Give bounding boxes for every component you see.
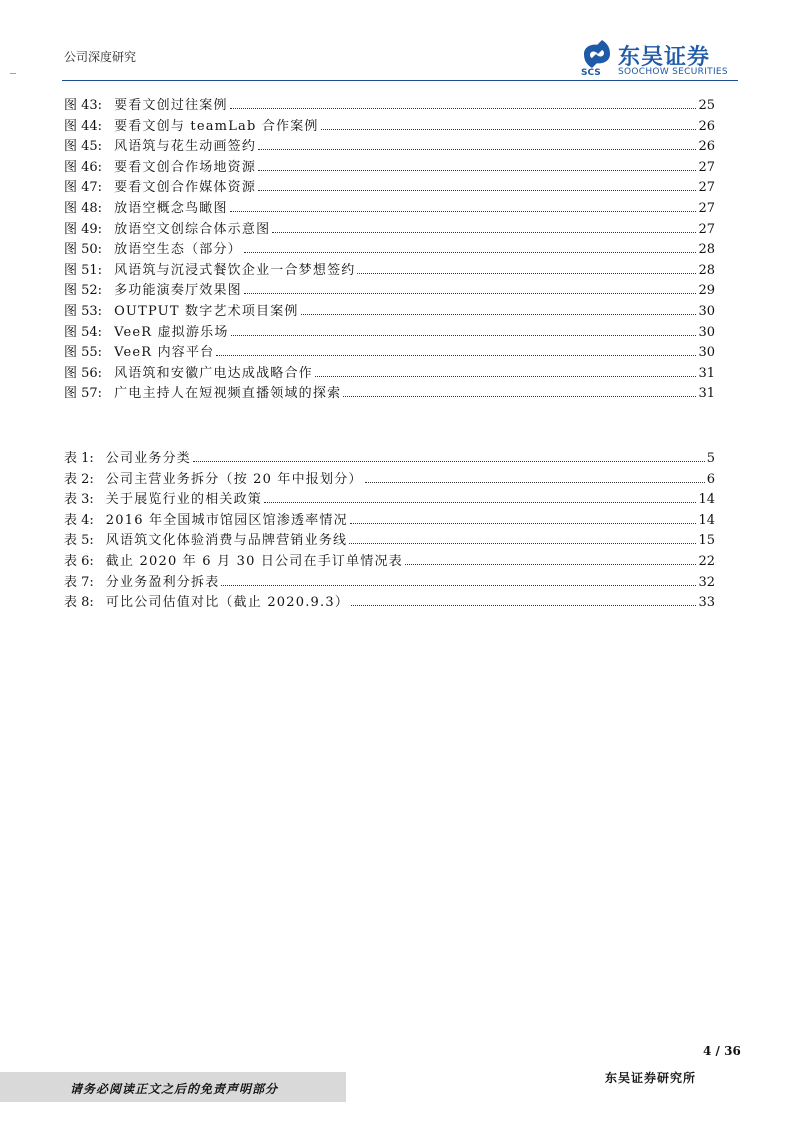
toc-entry-page: 26 <box>698 139 715 155</box>
figure-toc-entry[interactable] <box>64 364 715 385</box>
toc-entry-title: OUTPUT 数字艺术项目案例 <box>114 303 299 319</box>
table-toc-entry[interactable] <box>64 470 715 491</box>
toc-entry-page: 33 <box>698 595 715 611</box>
toc-entry-number: 图 57: <box>64 386 103 402</box>
figure-toc-entry[interactable] <box>64 220 715 241</box>
figures-toc <box>64 96 715 405</box>
toc-entry-title: 要看文创过往案例 <box>114 98 228 113</box>
toc-entry-page: 32 <box>698 574 715 590</box>
toc-dot-leader <box>365 482 705 483</box>
toc-entry-page: 27 <box>698 200 715 216</box>
toc-dot-leader <box>231 335 697 336</box>
toc-entry-title: 放语空生态（部分） <box>114 242 242 258</box>
toc-entry-title: 风语筑与沉浸式餐饮企业一合梦想签约 <box>114 262 356 278</box>
toc-dot-leader <box>349 543 696 544</box>
toc-dot-leader <box>258 149 696 150</box>
report-type-label: 公司深度研究 <box>64 50 137 64</box>
toc-dot-leader <box>221 585 696 586</box>
toc-dot-leader <box>350 523 697 524</box>
toc-dot-leader <box>244 293 697 294</box>
toc-entry-page: 25 <box>698 98 715 113</box>
figure-toc-entry[interactable] <box>64 384 715 405</box>
toc-entry-number: 表 5: <box>64 533 94 549</box>
toc-entry-title: 关于展览行业的相关政策 <box>105 492 262 508</box>
figure-toc-entry[interactable] <box>64 137 715 158</box>
toc-entry-title: 风语筑文化体验消费与品牌营销业务线 <box>105 533 348 549</box>
figure-toc-entry[interactable] <box>64 117 715 138</box>
toc-entry-number: 图 55: <box>64 345 103 361</box>
toc-entry-number: 图 48: <box>64 200 103 216</box>
footer-disclaimer: 请务必阅读正文之后的免责声明部分 <box>70 1082 279 1096</box>
figure-toc-entry[interactable] <box>64 199 715 220</box>
toc-entry-title: 可比公司估值对比（截止 2020.9.3） <box>105 595 350 611</box>
toc-entry-page: 30 <box>698 324 715 340</box>
toc-dot-leader <box>230 211 697 212</box>
toc-entry-page: 28 <box>698 242 715 258</box>
table-toc-entry[interactable] <box>64 490 715 511</box>
figure-toc-entry[interactable] <box>64 302 715 323</box>
brand-name-cn: 东吴证券 <box>618 45 711 70</box>
toc-dot-leader <box>343 396 696 397</box>
figure-toc-entry[interactable] <box>64 178 715 199</box>
toc-dot-leader <box>216 355 696 356</box>
toc-entry-page: 27 <box>698 221 715 237</box>
toc-entry-page: 5 <box>706 451 715 466</box>
toc-entry-title: 分业务盈利分拆表 <box>105 574 220 590</box>
toc-dot-leader <box>272 232 696 233</box>
footer-institute: 东吴证券研究所 <box>605 1071 697 1085</box>
toc-entry-title: 风语筑和安徽广电达成战略合作 <box>114 365 313 381</box>
toc-entry-number: 图 56: <box>64 365 103 381</box>
toc-entry-title: 多功能演奏厅效果图 <box>114 283 242 299</box>
toc-entry-page: 15 <box>698 533 715 549</box>
figure-toc-entry[interactable] <box>64 158 715 179</box>
toc-entry-number: 图 53: <box>64 303 103 319</box>
figure-toc-entry[interactable] <box>64 343 715 364</box>
toc-entry-number: 表 2: <box>64 471 94 487</box>
toc-entry-title: 要看文创合作场地资源 <box>114 159 257 175</box>
toc-entry-title: VeeR 内容平台 <box>114 345 215 361</box>
toc-entry-page: 14 <box>698 512 715 528</box>
soochow-logo-icon <box>580 40 614 76</box>
toc-entry-number: 表 1: <box>64 451 94 466</box>
toc-entry-number: 图 46: <box>64 159 103 175</box>
toc-entry-number: 图 49: <box>64 221 103 237</box>
toc-entry-title: VeeR 虚拟游乐场 <box>114 324 229 340</box>
toc-entry-page: 30 <box>698 303 715 319</box>
toc-dot-leader <box>193 461 705 462</box>
toc-dot-leader <box>244 252 697 253</box>
logo-text: SCS <box>581 68 601 76</box>
toc-dot-leader <box>405 564 697 565</box>
page-number: 4 / 36 <box>703 1044 741 1058</box>
figure-toc-entry[interactable] <box>64 281 715 302</box>
table-toc-entry[interactable] <box>64 593 715 614</box>
toc-entry-number: 图 51: <box>64 262 103 278</box>
toc-entry-page: 14 <box>698 492 715 508</box>
table-toc-entry[interactable] <box>64 573 715 594</box>
brand-logo <box>580 40 740 78</box>
toc-entry-number: 图 47: <box>64 180 103 196</box>
figure-toc-entry[interactable] <box>64 261 715 282</box>
toc-entry-title: 截止 2020 年 6 月 30 日公司在手订单情况表 <box>105 553 403 569</box>
toc-dot-leader <box>315 376 697 377</box>
toc-entry-number: 图 54: <box>64 324 103 340</box>
table-toc-entry[interactable] <box>64 552 715 573</box>
toc-dot-leader <box>357 273 696 274</box>
toc-entry-page: 29 <box>698 283 715 299</box>
tables-toc <box>64 449 715 614</box>
toc-entry-title: 公司主营业务拆分（按 20 年中报划分） <box>105 471 363 487</box>
toc-entry-title: 公司业务分类 <box>105 451 191 466</box>
toc-dot-leader <box>351 605 696 606</box>
toc-entry-number: 图 50: <box>64 242 103 258</box>
toc-entry-number: 图 43: <box>64 98 103 113</box>
toc-dot-leader <box>321 129 697 130</box>
toc-dot-leader <box>258 190 696 191</box>
toc-entry-page: 6 <box>706 471 715 487</box>
toc-entry-number: 图 44: <box>64 118 103 134</box>
header-divider <box>62 80 738 81</box>
figure-toc-entry[interactable] <box>64 240 715 261</box>
toc-entry-number: 表 7: <box>64 574 94 590</box>
table-toc-entry[interactable] <box>64 531 715 552</box>
toc-entry-number: 表 6: <box>64 553 94 569</box>
toc-entry-page: 27 <box>698 159 715 175</box>
toc-entry-number: 表 8: <box>64 595 94 611</box>
toc-entry-title: 放语空概念鸟瞰图 <box>114 200 228 216</box>
toc-entry-page: 31 <box>698 386 715 402</box>
toc-entry-title: 要看文创合作媒体资源 <box>114 180 257 196</box>
toc-dot-leader <box>258 170 696 171</box>
toc-dot-leader <box>230 108 697 109</box>
header-dash: _ <box>10 60 16 74</box>
toc-entry-page: 22 <box>698 553 715 569</box>
toc-entry-page: 27 <box>698 180 715 196</box>
toc-entry-page: 26 <box>698 118 715 134</box>
toc-dot-leader <box>301 314 697 315</box>
toc-entry-number: 表 4: <box>64 512 94 528</box>
figure-toc-entry[interactable] <box>64 323 715 344</box>
toc-entry-title: 广电主持人在短视频直播领域的探索 <box>114 386 342 402</box>
toc-dot-leader <box>264 502 696 503</box>
toc-entry-title: 2016 年全国城市馆园区馆渗透率情况 <box>105 512 348 528</box>
toc-entry-title: 要看文创与 teamLab 合作案例 <box>114 118 319 134</box>
toc-entry-title: 放语空文创综合体示意图 <box>114 221 271 237</box>
toc-entry-page: 30 <box>698 345 715 361</box>
figure-toc-entry[interactable] <box>64 96 715 117</box>
toc-entry-title: 风语筑与花生动画签约 <box>114 139 257 155</box>
table-toc-entry[interactable] <box>64 449 715 470</box>
toc-entry-number: 表 3: <box>64 492 94 508</box>
brand-name-en: SOOCHOW SECURITIES <box>618 67 728 77</box>
toc-entry-number: 图 45: <box>64 139 103 155</box>
toc-entry-number: 图 52: <box>64 283 103 299</box>
toc-entry-page: 28 <box>698 262 715 278</box>
table-toc-entry[interactable] <box>64 511 715 532</box>
toc-entry-page: 31 <box>698 365 715 381</box>
